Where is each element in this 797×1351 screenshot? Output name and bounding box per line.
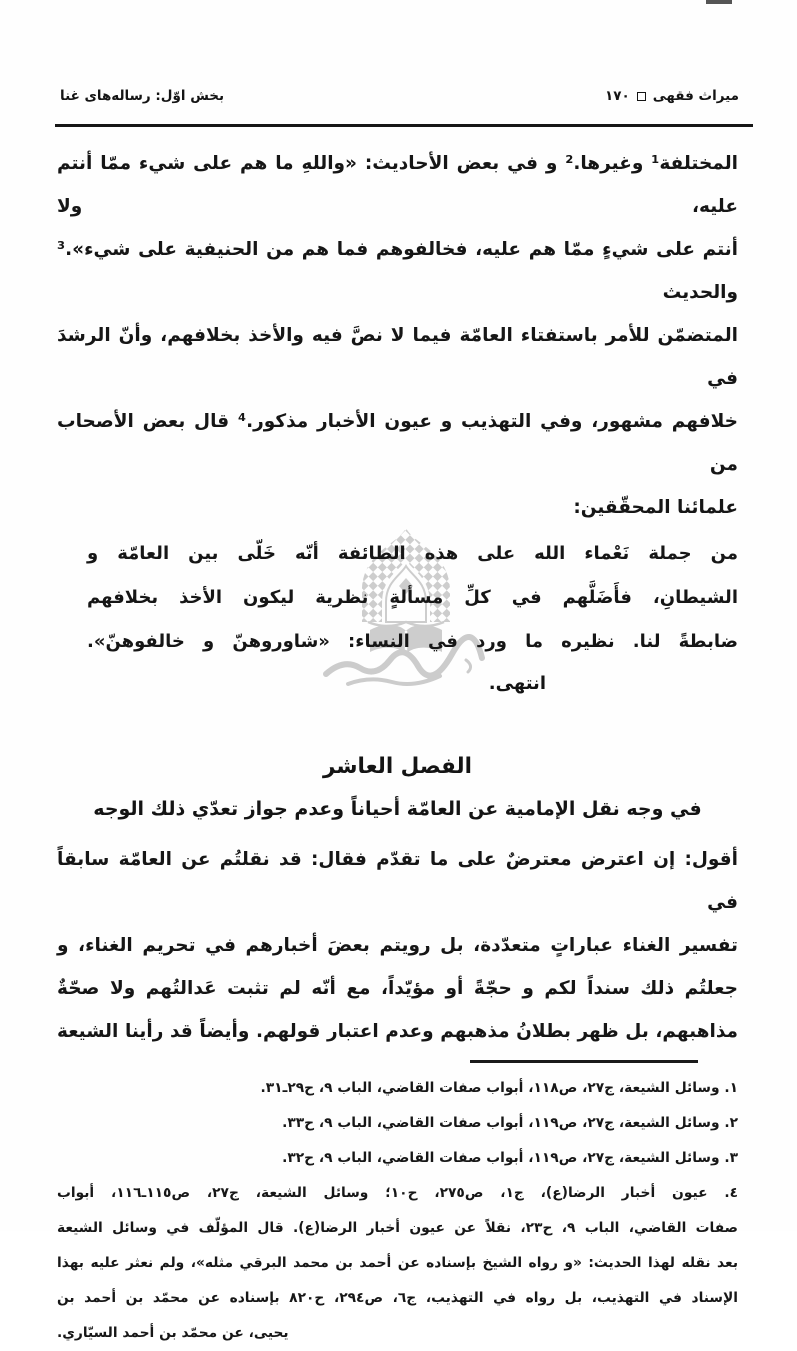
quote-line: ضابطةً لنا. نظيره ما ورد في النساء: «شاوروهنّ و خالفوهنّ». <box>87 631 738 652</box>
square-bullet-icon <box>637 92 646 101</box>
footnote-list <box>57 1071 738 1351</box>
chapter-subtitle: في وجه نقل الإمامية عن العامّة أحياناً وعدم جواز تعدّي ذلك الوجه <box>93 798 702 820</box>
header-rule <box>55 124 753 127</box>
footnote-line: بعد نقله لهذا الحديث: «و رواه الشيخ بإسناده عن أحمد بن محمد البرقي مثله»، ولم نعثر عليه بهذا <box>57 1254 738 1271</box>
chapter-paragraph <box>57 838 738 1053</box>
quote-end-label: انتهى. <box>488 673 546 694</box>
book-title: میراث فقهی <box>652 88 739 104</box>
text-line: خلافهم مشهور، وفي التهذيب و عيون الأخبار مذكور.⁴ قال بعض الأصحاب من <box>57 411 738 475</box>
footnote-item: ١. وسائل الشيعة، ج٢٧، ص١١٨، أبواب صفات القاضي، الباب ٩، ح٢٩ـ٣١. <box>260 1079 738 1096</box>
header-title-block <box>605 88 739 104</box>
header-section-label: بخش اوّل: رساله‌های غنا <box>60 88 225 104</box>
footnote-line: ٤. عيون أخبار الرضا(ع)، ج١، ص٢٧٥، ح١٠؛ وسائل الشيعة، ج٢٧، ص١١٥ـ١١٦، أبواب <box>57 1184 739 1201</box>
text-line: أقول: إن اعترض معترضٌ على ما تقدّم فقال: قد نقلتُم عن العامّة سابقاً في <box>57 849 738 913</box>
footnote-item: ٢. وسائل الشيعة، ج٢٧، ص١١٩، أبواب صفات القاضي، الباب ٩، ح٣٣. <box>282 1114 738 1131</box>
text-column <box>57 142 738 1351</box>
footnote-line: الإسناد في التهذيب، بل رواه في التهذيب، ج٦، ص٢٩٤، ح٨٢٠ بإسناده عن محمّد بن أحمد بن <box>57 1289 739 1306</box>
text-line: المتضمّن للأمر باستفتاء العامّة فيما لا نصَّ فيه والأخذ بخلافهم، وأنّ الرشدَ في <box>57 325 738 389</box>
footnote-line: يحيى، عن محمّد بن أحمد السيّاري. <box>57 1324 289 1341</box>
text-line: جعلتُم ذلك سنداً لكم و حجّةً أو مؤيّداً، مع أنّه لم تثبت عَدالتُهم ولا صحّةٌ <box>57 978 738 999</box>
footnote-line: صفات القاضي، الباب ٩، ح٢٣، نقلاً عن عيون أخبار الرضا(ع). قال المؤلّف في وسائل الشيعة <box>57 1219 738 1236</box>
quote-line: من جملة نَعْماء الله على هذه الطائفة أنّه خَلّى بين العامّة و <box>87 543 738 564</box>
page-header <box>60 88 739 104</box>
page-number: ۱۷۰ <box>604 88 630 104</box>
quote-line: الشيطانِ، فأَضَلَّهم في كلِّ مسألةٍ نظرية ليكون الأخذ بخلافهم <box>87 587 738 608</box>
footnote-item: ٣. وسائل الشيعة، ج٢٧، ص١١٩، أبواب صفات القاضي، الباب ٩، ح٣٢. <box>282 1149 738 1166</box>
scan-artifact <box>706 0 732 4</box>
text-line: تفسير الغناء عباراتٍ متعدّدة، بل رويتم بعضَ أخبارهم في تحريم الغناء، و <box>57 935 738 956</box>
text-line: علمائنا المحقّقين: <box>573 497 738 518</box>
text-line: مذاهبهم، بل ظهر بطلانُ مذهبهم وعدم اعتبار قولهم. وأيضاً قد رأينا الشيعة <box>57 1021 738 1042</box>
footnote-item <box>57 1176 738 1351</box>
paragraph-continuation <box>57 142 738 529</box>
text-line: المختلفة¹ وغيرها.² و في بعض الأحاديث: «واللهِ ما هم على شيء ممّا أنتم عليه، ولا <box>57 153 738 217</box>
chapter-title: الفصل العاشر <box>323 754 472 779</box>
footnote-separator <box>470 1060 698 1063</box>
block-quote <box>87 532 738 664</box>
text-line: أنتم على شيءٍ ممّا هم عليه، فخالفوهم فما هم من الحنيفية على شيء».³ والحديث <box>57 239 738 303</box>
